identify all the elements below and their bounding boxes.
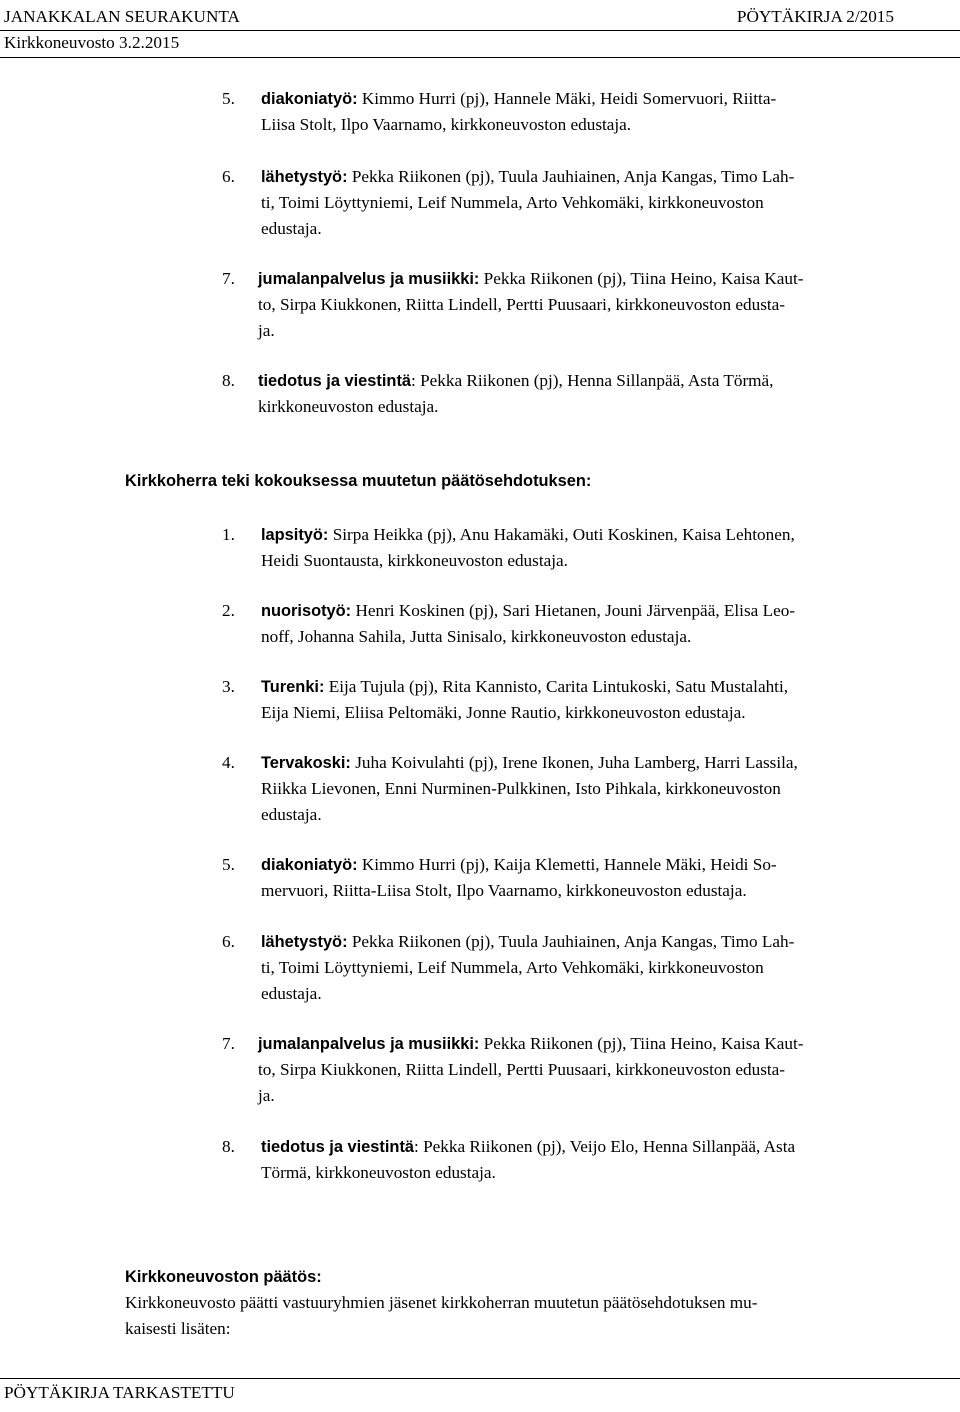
item-key: jumalanpalvelus ja musiikki: [258,1035,480,1053]
item-number: 8. [222,1137,235,1156]
item-number: 4. [222,753,235,772]
page-footer [0,1378,960,1408]
document-number: PÖYTÄKIRJA 2/2015 [736,7,894,26]
item-key: lähetystyö: [261,933,348,951]
item-text: edustaja. [261,984,322,1003]
item-text: Kimmo Hurri (pj), Kaija Klemetti, Hannele Mäki, Heidi So- [357,855,777,874]
footer-rule [0,1378,960,1379]
item-number: 7. [222,1034,235,1053]
item-text: Sirpa Heikka (pj), Anu Hakamäki, Outi Koskinen, Kaisa Lehtonen, [328,525,795,544]
item-number: 2. [222,601,235,620]
item-key: jumalanpalvelus ja musiikki: [258,270,480,288]
decision-heading: Kirkkoneuvoston päätös: [125,1268,322,1286]
item-text: Eija Tujula (pj), Rita Kannisto, Carita Lintukoski, Satu Mustalahti, [324,677,789,696]
item-text: mervuori, Riitta-Liisa Stolt, Ilpo Vaarnamo, kirkkoneuvoston edustaja. [261,881,747,900]
item-number: 5. [222,855,235,874]
item-key: Turenki: [261,678,325,696]
item-key: tiedotus ja viestintä [261,1138,415,1156]
item-text: Kimmo Hurri (pj), Hannele Mäki, Heidi Somervuori, Riitta- [357,89,777,108]
item-key: nuorisotyö: [261,602,352,620]
item-number: 5. [222,89,235,108]
item-text: to, Sirpa Kiukkonen, Riitta Lindell, Pertti Puusaari, kirkkoneuvoston edusta- [258,1060,786,1079]
item-text: Liisa Stolt, Ilpo Vaarnamo, kirkkoneuvoston edustaja. [261,115,632,134]
item-text: ti, Toimi Löyttyniemi, Leif Nummela, Arto Vehkomäki, kirkkoneuvoston [261,193,764,212]
item-text: Pekka Riikonen (pj), Tuula Jauhiainen, Anja Kangas, Timo Lah- [347,932,795,951]
meeting-date: Kirkkoneuvosto 3.2.2015 [4,33,180,52]
item-number: 6. [222,167,235,186]
item-text: kirkkoneuvoston edustaja. [258,397,439,416]
item-text: ti, Toimi Löyttyniemi, Leif Nummela, Arto Vehkomäki, kirkkoneuvoston [261,958,764,977]
decision-line: kaisesti lisäten: [125,1319,231,1338]
decision-text [125,1290,945,1342]
item-key: Tervakoski: [261,754,351,772]
item-text: edustaja. [261,805,322,824]
item-text: edustaja. [261,219,322,238]
item-text: ja. [258,321,275,340]
footer-text: PÖYTÄKIRJA TARKASTETTU [4,1383,235,1402]
item-key: diakoniatyö: [261,856,358,874]
item-text: Juha Koivulahti (pj), Irene Ikonen, Juha Lamberg, Harri Lassila, [350,753,798,772]
item-text: Riikka Lievonen, Enni Nurminen-Pulkkinen, Isto Pihkala, kirkkoneuvoston [261,779,781,798]
item-text: : Pekka Riikonen (pj), Veijo Elo, Henna Sillanpää, Asta [414,1137,796,1156]
item-text: noff, Johanna Sahila, Jutta Sinisalo, kirkkoneuvoston edustaja. [261,627,692,646]
item-text: : Pekka Riikonen (pj), Henna Sillanpää, Asta Törmä, [411,371,774,390]
item-text: Eija Niemi, Eliisa Peltomäki, Jonne Rautio, kirkkoneuvoston edustaja. [261,703,746,722]
item-text: Henri Koskinen (pj), Sari Hietanen, Jouni Järvenpää, Elisa Leo- [351,601,796,620]
item-key: tiedotus ja viestintä [258,372,412,390]
item-number: 1. [222,525,235,544]
item-number: 7. [222,269,235,288]
item-text: Pekka Riikonen (pj), Tuula Jauhiainen, Anja Kangas, Timo Lah- [347,167,795,186]
item-key: lapsityö: [261,526,329,544]
item-text: Pekka Riikonen (pj), Tiina Heino, Kaisa Kaut- [479,269,804,288]
proposal-heading: Kirkkoherra teki kokouksessa muutetun päätösehdotuksen: [125,472,592,490]
item-key: lähetystyö: [261,168,348,186]
item-text: to, Sirpa Kiukkonen, Riitta Lindell, Pertti Puusaari, kirkkoneuvoston edusta- [258,295,786,314]
item-number: 8. [222,371,235,390]
item-text: Heidi Suontausta, kirkkoneuvoston edustaja. [261,551,568,570]
item-number: 3. [222,677,235,696]
header-rule-bottom [0,57,960,58]
item-text: Pekka Riikonen (pj), Tiina Heino, Kaisa Kaut- [479,1034,804,1053]
item-text: Törmä, kirkkoneuvoston edustaja. [261,1163,496,1182]
item-text: ja. [258,1086,275,1105]
item-number: 6. [222,932,235,951]
item-key: diakoniatyö: [261,90,358,108]
organization-name: JANAKKALAN SEURAKUNTA [4,7,240,26]
page-header [0,4,960,58]
decision-line: Kirkkoneuvosto päätti vastuuryhmien jäsenet kirkkoherran muutetun päätösehdotuksen mu- [125,1293,758,1312]
